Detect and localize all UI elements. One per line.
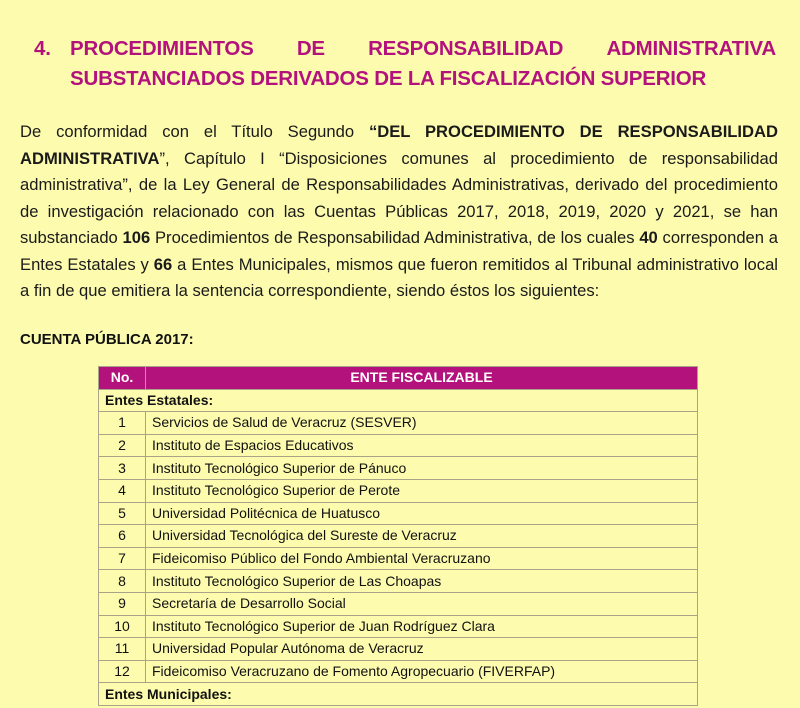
col-header-no: No. (99, 367, 146, 390)
intro-paragraph (20, 119, 778, 305)
row-ente: Universidad Popular Autónoma de Veracruz (146, 638, 698, 661)
row-number: 6 (99, 525, 146, 548)
row-number: 1 (99, 412, 146, 435)
paragraph-text-5: a Entes Municipales, mismos que fueron remitidos al Tribunal administrativo local a fin de que emitiera la sentencia correspondiente, siendo éstos los siguientes: (20, 254, 778, 300)
paragraph-text-2: ”, Capítulo I “Disposiciones comunes al procedimiento de responsabilidad administrativa”, de la Ley General de Responsabilidades Administrativas, derivado del procedimiento de investigación relacionado con las Cuentas Públicas 2017, 2018, 2019, 2020 y 2021, se han substanciado (20, 148, 778, 247)
group-row-estatales (99, 389, 698, 412)
row-number: 2 (99, 434, 146, 457)
row-ente: Fideicomiso Veracruzano de Fomento Agropecuario (FIVERFAP) (146, 660, 698, 683)
table-row (99, 547, 698, 570)
table-row (99, 502, 698, 525)
heading-word-2: DE (296, 37, 325, 60)
row-ente: Secretaría de Desarrollo Social (146, 592, 698, 615)
table-row (99, 434, 698, 457)
table-row (99, 660, 698, 683)
heading-line-1 (34, 34, 776, 64)
heading-word-4: ADMINISTRATIVA (606, 37, 776, 60)
paragraph-bold-total: 106 (122, 228, 151, 247)
col-header-ente: ENTE FISCALIZABLE (146, 367, 698, 390)
table-row (99, 592, 698, 615)
row-number: 12 (99, 660, 146, 683)
row-number: 4 (99, 479, 146, 502)
row-number: 10 (99, 615, 146, 638)
row-number: 3 (99, 457, 146, 480)
table-row (99, 570, 698, 593)
row-ente: Instituto Tecnológico Superior de Juan Rodríguez Clara (146, 615, 698, 638)
entes-table (98, 366, 698, 706)
paragraph-text-3: Procedimientos de Responsabilidad Administrativa, de los cuales (150, 228, 640, 247)
row-number: 9 (99, 592, 146, 615)
row-ente: Fideicomiso Público del Fondo Ambiental Veracruzano (146, 547, 698, 570)
row-number: 5 (99, 502, 146, 525)
table-row (99, 525, 698, 548)
table-header-row (99, 367, 698, 390)
row-ente: Servicios de Salud de Veracruz (SESVER) (146, 412, 698, 435)
group-row-municipales (99, 683, 698, 706)
table-row (99, 412, 698, 435)
group-label-estatales: Entes Estatales: (99, 389, 698, 412)
table-row (99, 638, 698, 661)
heading-word-1: PROCEDIMIENTOS (70, 37, 254, 60)
paragraph-bold-title: “DEL PROCEDIMIENTO DE RESPONSABILIDAD ADMINISTRATIVA (20, 122, 778, 168)
heading-word-3: RESPONSABILIDAD (368, 37, 564, 60)
paragraph-text-4: corresponden a Entes Estatales y (20, 228, 778, 274)
paragraph-text-1: De conformidad con el Título Segundo (20, 122, 369, 141)
row-number: 8 (99, 570, 146, 593)
table-row (99, 615, 698, 638)
paragraph-bold-estatales: 40 (639, 228, 658, 247)
row-number: 11 (99, 638, 146, 661)
row-ente: Instituto Tecnológico Superior de Pánuco (146, 457, 698, 480)
heading-number: 4. (34, 37, 51, 60)
row-ente: Universidad Tecnológica del Sureste de Veracruz (146, 525, 698, 548)
table-row (99, 457, 698, 480)
section-heading (34, 34, 776, 94)
row-number: 7 (99, 547, 146, 570)
paragraph-bold-municipales: 66 (153, 254, 173, 274)
group-label-municipales: Entes Municipales: (99, 683, 698, 706)
section-title: CUENTA PÚBLICA 2017: (20, 331, 194, 348)
row-ente: Universidad Politécnica de Huatusco (146, 502, 698, 525)
row-ente: Instituto Tecnológico Superior de Perote (146, 479, 698, 502)
row-ente: Instituto de Espacios Educativos (146, 434, 698, 457)
heading-first-word (34, 34, 254, 64)
row-ente: Instituto Tecnológico Superior de Las Choapas (146, 570, 698, 593)
heading-line-2: SUBSTANCIADOS DERIVADOS DE LA FISCALIZACIÓN SUPERIOR (70, 67, 707, 90)
table-row (99, 479, 698, 502)
